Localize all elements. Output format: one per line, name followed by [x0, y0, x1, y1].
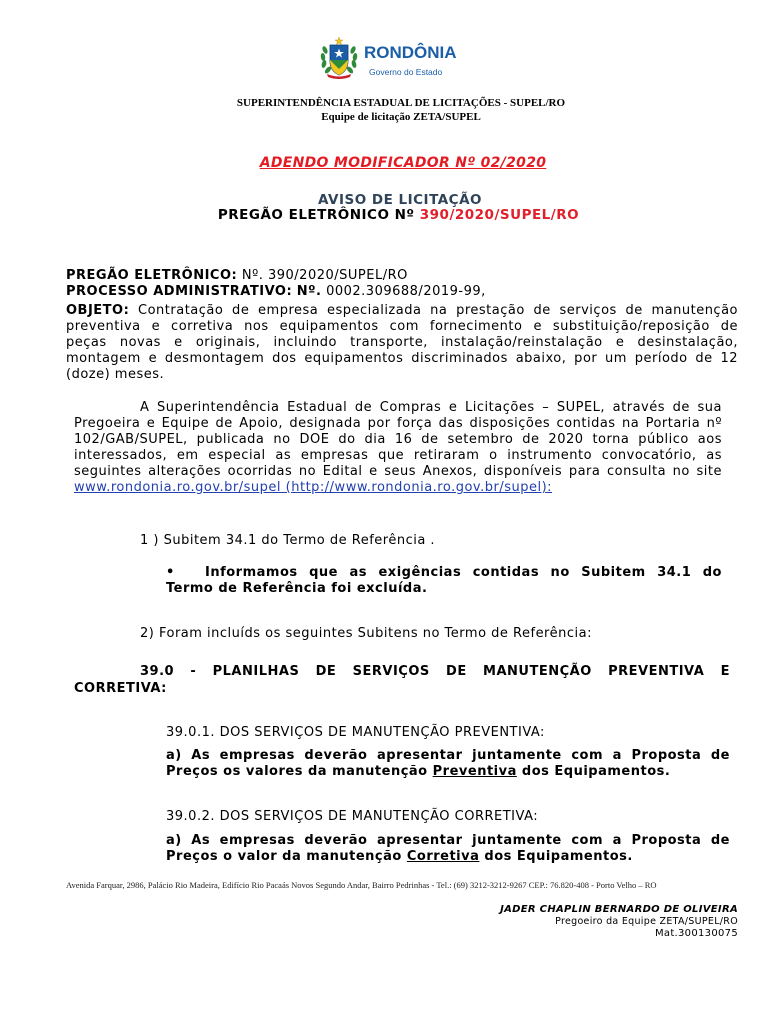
preventiva-emphasis: Preventiva: [432, 764, 517, 779]
item1-note-line: Informamos que as exigências contidas no Subitem 34.1 do: [205, 565, 722, 580]
document-title: ADENDO MODIFICADOR Nº 02/2020: [259, 155, 547, 171]
signatory-name: JADER CHAPLIN BERNARDO DE OLIVEIRA: [500, 904, 738, 915]
objeto-text: Contratação de empresa especializada na prestação de serviços de manutenção: [138, 303, 738, 318]
corretiva-emphasis: Corretiva: [406, 849, 480, 864]
processo-number-prefix: Nº.: [296, 284, 322, 299]
logo-state-name: RONDÔNIA: [364, 43, 457, 62]
agency-name: SUPERINTENDÊNCIA ESTADUAL DE LICITAÇÕES - SUPEL/RO: [236, 97, 566, 109]
pregao-value: Nº. 390/2020/SUPEL/RO: [241, 268, 408, 283]
intro-line: 102/GAB/SUPEL, publicada no DOE do dia 16 de setembro de 2020 torna público aos: [74, 432, 722, 447]
supel-website-link[interactable]: www.rondonia.ro.gov.br/supel (http://www.rondonia.ro.gov.br/supel):: [74, 480, 553, 495]
intro-line: seguintes alterações ocorridas no Edital e seus Anexos, disponíveis para consulta no site: [74, 464, 722, 479]
intro-line: A Superintendência Estadual de Compras e Licitações – SUPEL, através de sua: [140, 400, 722, 415]
corretiva-heading: 39.0.2. DOS SERVIÇOS DE MANUTENÇÃO CORRETIVA:: [166, 809, 539, 824]
footer-address: Avenida Farquar, 2986, Palácio Rio Madeira, Edifício Rio Pacaás Novos Segundo Andar, Bairro Pedrinhas - Tel.: (69) 3212-3212-9267 CEP.: 76.820-408 - Porto Velho – RO: [66, 880, 657, 890]
team-name: Equipe de licitação ZETA/SUPEL: [321, 111, 481, 123]
corretiva-text-line: a) As empresas deverão apresentar juntamente com a Proposta de: [166, 833, 730, 848]
notice-pregao-label: PREGÃO ELETRÔNICO Nº: [217, 207, 415, 223]
intro-line: interessados, em especial as empresas que retiraram o instrumento convocatório, as: [74, 448, 722, 463]
section-39-title: 39.0 - PLANILHAS DE SERVIÇOS DE MANUTENÇÃO PREVENTIVA E: [140, 664, 730, 679]
section-39-title: CORRETIVA:: [74, 681, 167, 696]
pregao-line: [66, 268, 408, 284]
objeto-line: montagem e desmontagem dos equipamentos discriminados abaixo, por um período de 12: [66, 351, 738, 366]
item1-heading: 1 ) Subitem 34.1 do Termo de Referência .: [140, 533, 436, 548]
corretiva-text-line: [166, 849, 633, 865]
notice-pregao-number: 390/2020/SUPEL/RO: [419, 207, 580, 223]
preventiva-text-line: a) As empresas deverão apresentar juntamente com a Proposta de: [166, 748, 730, 763]
logo-government-label: Governo do Estado: [369, 67, 443, 77]
preventiva-text-before: Preços os valores da manutenção: [166, 764, 428, 779]
intro-line: Pregoeira e Equipe de Apoio, designada por força das disposições contidas na Portaria nº: [74, 416, 722, 431]
objeto-line: peças novas e originais, incluindo transporte, instalação/reinstalação e desinstalação,: [66, 335, 738, 350]
objeto-label: OBJETO:: [66, 303, 130, 318]
processo-label: PROCESSO ADMINISTRATIVO:: [66, 284, 293, 299]
coat-of-arms-icon: [318, 36, 360, 80]
notice-pregao-line: [200, 207, 597, 223]
intro-link-line: [74, 480, 552, 496]
item2-heading: 2) Foram incluíds os seguintes Subitens no Termo de Referência:: [140, 626, 592, 641]
bullet-icon: •: [166, 565, 175, 580]
pregao-label: PREGÃO ELETRÔNICO:: [66, 268, 238, 283]
corretiva-text-after: dos Equipamentos.: [484, 849, 633, 864]
item1-note-line: Termo de Referência foi excluída.: [166, 581, 428, 596]
signatory-registration: Mat.300130075: [654, 928, 738, 939]
corretiva-text-before: Preços o valor da manutenção: [166, 849, 402, 864]
objeto-line: (doze) meses.: [66, 367, 165, 382]
government-logo: [318, 36, 464, 82]
processo-value: 0002.309688/2019-99,: [326, 284, 486, 299]
objeto-line: [66, 303, 738, 319]
preventiva-heading: 39.0.1. DOS SERVIÇOS DE MANUTENÇÃO PREVENTIVA:: [166, 725, 545, 740]
notice-heading: AVISO DE LICITAÇÃO: [317, 192, 483, 208]
objeto-line: preventiva e corretiva nos equipamentos com fornecimento e substituição/reposição de: [66, 319, 738, 334]
preventiva-text-after: dos Equipamentos.: [521, 764, 671, 779]
signatory-role: Pregoeiro da Equipe ZETA/SUPEL/RO: [555, 916, 738, 927]
preventiva-text-line: [166, 764, 670, 780]
processo-line: [66, 284, 486, 300]
